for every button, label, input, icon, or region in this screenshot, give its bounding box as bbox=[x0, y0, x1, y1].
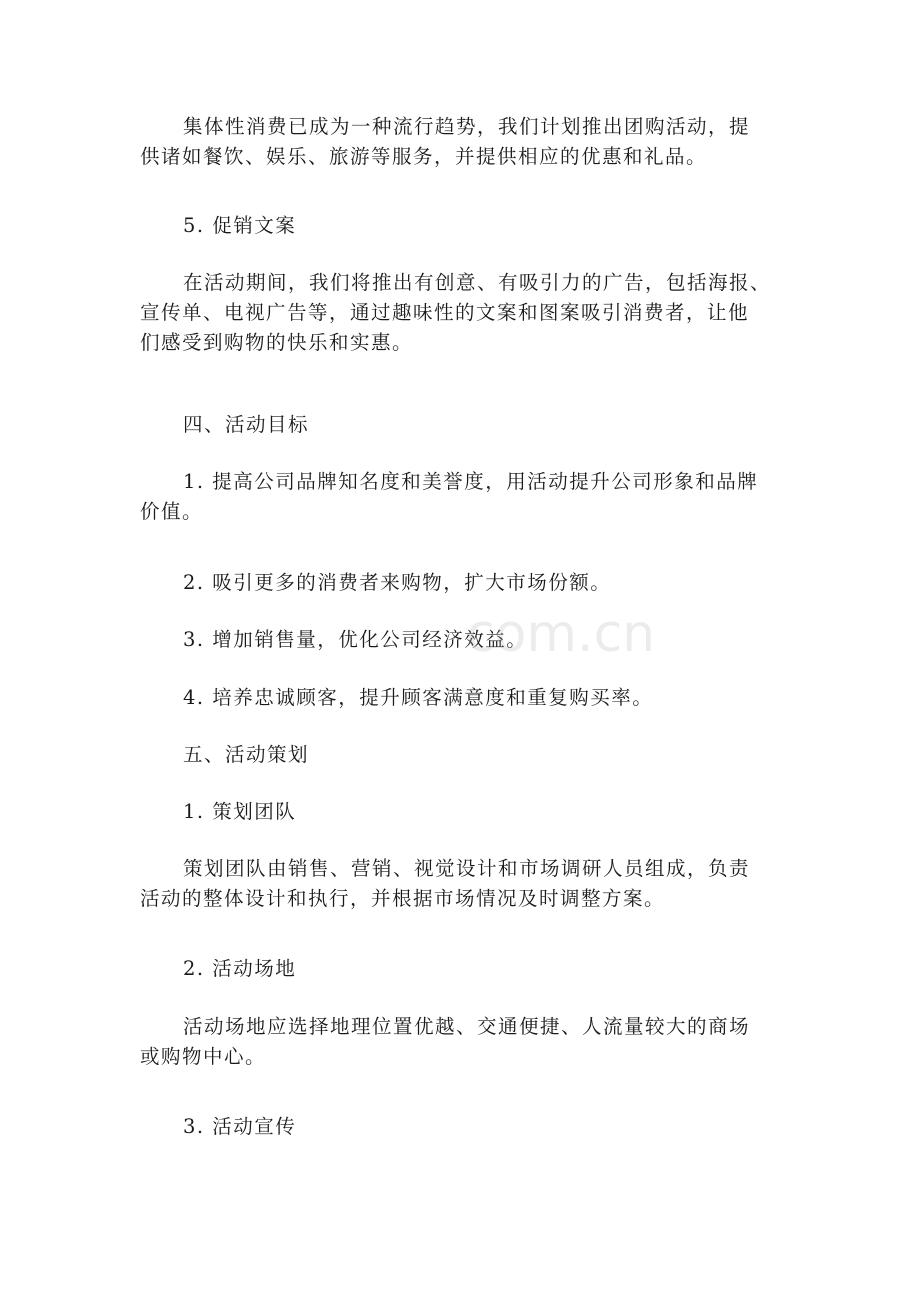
heading-section-four bbox=[140, 410, 780, 440]
paragraph-line: 宣传单、电视广告等，通过趣味性的文案和图案吸引消费者，让他 bbox=[140, 301, 750, 324]
paragraph-line: 在活动期间，我们将推出有创意、有吸引力的广告，包括海报、 bbox=[183, 271, 772, 294]
paragraph-line: 1. 提高公司品牌知名度和美誉度，用活动提升公司形象和品牌 bbox=[183, 470, 759, 493]
heading-line: 四、活动目标 bbox=[183, 413, 310, 436]
paragraph-line: 或购物中心。 bbox=[140, 1045, 267, 1068]
paragraph-line: 供诸如餐饮、娱乐、旅游等服务，并提供相应的优惠和礼品。 bbox=[140, 145, 708, 168]
heading-publicity bbox=[140, 1112, 780, 1142]
paragraph-line: 3. 增加销售量，优化公司经济效益。 bbox=[183, 628, 528, 651]
list-item-goal-4 bbox=[140, 683, 780, 713]
heading-line: 2. 活动场地 bbox=[183, 957, 297, 980]
paragraph-promo-copy bbox=[140, 268, 780, 358]
heading-venue bbox=[140, 954, 780, 984]
paragraph-venue bbox=[140, 1012, 780, 1072]
heading-line: 1. 策划团队 bbox=[183, 800, 297, 823]
paragraph-line: 价值。 bbox=[140, 500, 204, 523]
list-item-goal-2 bbox=[140, 568, 780, 598]
heading-line: 五、活动策划 bbox=[183, 743, 310, 766]
heading-promo-copy bbox=[140, 211, 780, 241]
paragraph-planning-team bbox=[140, 854, 780, 914]
paragraph-line: 2. 吸引更多的消费者来购物，扩大市场份额。 bbox=[183, 571, 612, 594]
heading-line: 5. 促销文案 bbox=[183, 214, 297, 237]
list-item-goal-3 bbox=[140, 625, 780, 655]
paragraph-line: 4. 培养忠诚顾客，提升顾客满意度和重复购买率。 bbox=[183, 686, 654, 709]
paragraph-group-buying bbox=[140, 112, 780, 172]
heading-planning-team bbox=[140, 797, 780, 827]
list-item-goal-1 bbox=[140, 467, 780, 527]
paragraph-line: 们感受到购物的快乐和实惠。 bbox=[140, 331, 414, 354]
watermark-text: com.cn bbox=[466, 604, 656, 664]
heading-section-five bbox=[140, 740, 780, 770]
paragraph-line: 集体性消费已成为一种流行趋势，我们计划推出团购活动，提 bbox=[183, 115, 751, 138]
paragraph-line: 活动场地应选择地理位置优越、交通便捷、人流量较大的商场 bbox=[183, 1015, 751, 1038]
heading-line: 3. 活动宣传 bbox=[183, 1115, 297, 1138]
paragraph-line: 策划团队由销售、营销、视觉设计和市场调研人员组成，负责 bbox=[183, 857, 751, 880]
paragraph-line: 活动的整体设计和执行，并根据市场情况及时调整方案。 bbox=[140, 887, 666, 910]
